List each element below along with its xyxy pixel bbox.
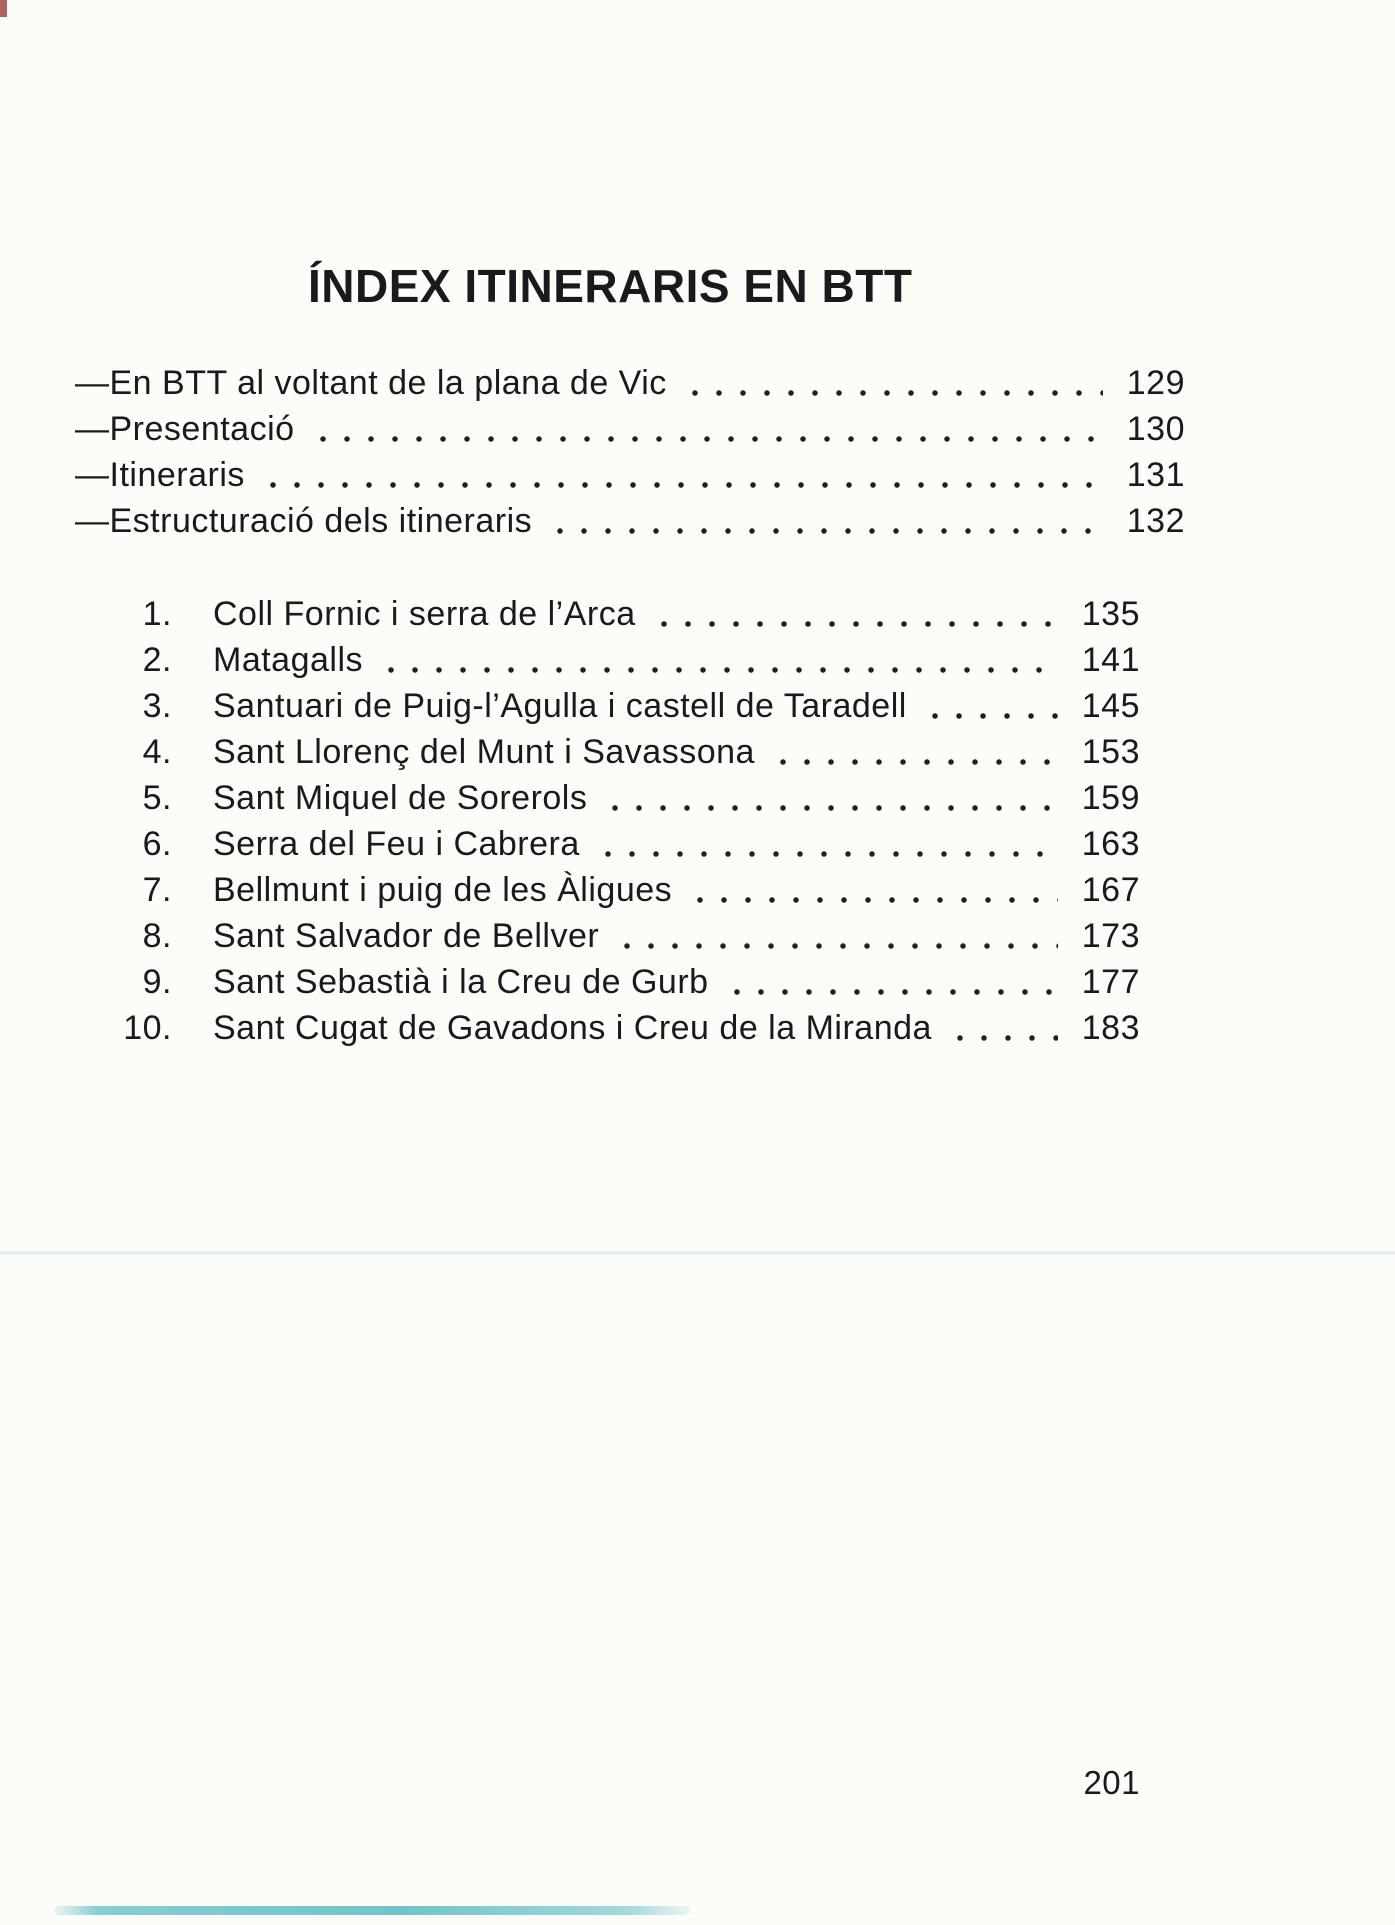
entry-label: Sant Miquel de Sorerols bbox=[213, 779, 588, 817]
entry-page-number: 131 bbox=[1126, 456, 1185, 494]
entry-page-number: 159 bbox=[1081, 779, 1140, 817]
entry-label: Sant Salvador de Bellver bbox=[213, 917, 600, 955]
entry-label: Sant Llorenç del Munt i Savassona bbox=[213, 733, 755, 771]
entry-label: —Itineraris bbox=[75, 456, 245, 494]
entry-label: Matagalls bbox=[213, 641, 364, 679]
dot-leader bbox=[946, 1005, 1058, 1051]
toc-entry bbox=[75, 591, 1140, 637]
entry-label: Serra del Feu i Cabrera bbox=[213, 825, 580, 863]
entry-page-number: 177 bbox=[1081, 963, 1140, 1001]
dot-leader bbox=[613, 913, 1058, 959]
toc-entry bbox=[75, 729, 1140, 775]
dot-leader bbox=[309, 406, 1103, 452]
entry-page-number: 132 bbox=[1126, 502, 1185, 540]
toc-entry bbox=[75, 498, 1185, 544]
front-matter-list bbox=[75, 360, 1185, 544]
toc-entry bbox=[75, 867, 1140, 913]
entry-label: Bellmunt i puig de les Àligues bbox=[213, 871, 673, 909]
toc-entry bbox=[75, 452, 1185, 498]
scan-artifact-blue-line bbox=[0, 1251, 1395, 1255]
toc-entry bbox=[75, 360, 1185, 406]
entry-number: 4. bbox=[142, 733, 172, 771]
entry-page-number: 141 bbox=[1081, 641, 1140, 679]
page-title: ÍNDEX ITINERARIS EN BTT bbox=[308, 260, 913, 312]
entry-page-number: 145 bbox=[1081, 687, 1140, 725]
toc-entry bbox=[75, 406, 1185, 452]
entry-number: 9. bbox=[142, 963, 172, 1001]
dot-leader bbox=[686, 867, 1058, 913]
dot-leader bbox=[601, 775, 1057, 821]
entry-page-number: 135 bbox=[1081, 595, 1140, 633]
entry-label: Santuari de Puig-l’Agulla i castell de Taradell bbox=[213, 687, 907, 725]
entry-number: 2. bbox=[142, 641, 172, 679]
entry-page-number: 130 bbox=[1126, 410, 1185, 448]
entry-label: —Estructuració dels itineraris bbox=[75, 502, 533, 540]
toc-entry bbox=[75, 637, 1140, 683]
entry-number: 8. bbox=[142, 917, 172, 955]
dot-leader bbox=[650, 591, 1058, 637]
toc-entry bbox=[75, 1005, 1140, 1051]
entry-number: 10. bbox=[123, 1009, 172, 1047]
dot-leader bbox=[377, 637, 1058, 683]
dot-leader bbox=[681, 360, 1103, 406]
entry-number: 1. bbox=[142, 595, 172, 633]
dot-leader bbox=[259, 452, 1103, 498]
toc-entry bbox=[75, 683, 1140, 729]
entry-page-number: 129 bbox=[1126, 364, 1185, 402]
entry-page-number: 153 bbox=[1081, 733, 1140, 771]
scan-artifact-teal-streak bbox=[54, 1906, 690, 1915]
dot-leader bbox=[921, 683, 1058, 729]
entry-label: Sant Cugat de Gavadons i Creu de la Miranda bbox=[213, 1009, 932, 1047]
toc-entry bbox=[75, 821, 1140, 867]
dot-leader bbox=[769, 729, 1058, 775]
entry-label: Sant Sebastià i la Creu de Gurb bbox=[213, 963, 709, 1001]
dot-leader bbox=[546, 498, 1103, 544]
folio-page-number: 201 bbox=[1083, 1764, 1140, 1801]
entry-label: Coll Fornic i serra de l’Arca bbox=[213, 595, 636, 633]
itinerary-list bbox=[75, 591, 1140, 1051]
entry-number: 3. bbox=[142, 687, 172, 725]
entry-page-number: 183 bbox=[1081, 1009, 1140, 1047]
dot-leader bbox=[594, 821, 1058, 867]
entry-number: 6. bbox=[142, 825, 172, 863]
scan-artifact-corner-mark bbox=[0, 0, 7, 17]
toc-entry bbox=[75, 959, 1140, 1005]
entry-number: 7. bbox=[142, 871, 172, 909]
entry-page-number: 163 bbox=[1081, 825, 1140, 863]
entry-label: —En BTT al voltant de la plana de Vic bbox=[75, 364, 667, 402]
entry-page-number: 173 bbox=[1081, 917, 1140, 955]
toc-entry bbox=[75, 775, 1140, 821]
entry-page-number: 167 bbox=[1081, 871, 1140, 909]
entry-label: —Presentació bbox=[75, 410, 295, 448]
dot-leader bbox=[723, 959, 1058, 1005]
entry-number: 5. bbox=[142, 779, 172, 817]
toc-entry bbox=[75, 913, 1140, 959]
